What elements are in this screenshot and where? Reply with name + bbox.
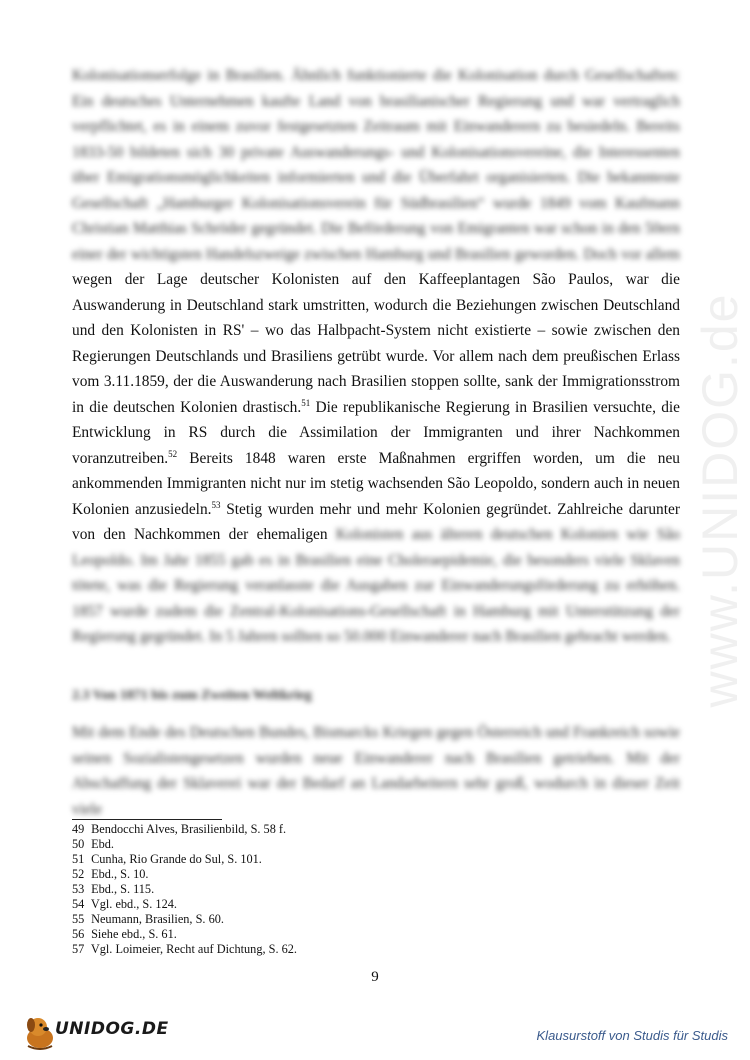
visible-text: Stetig wurden mehr und mehr Kolonien gegründet. Zahlreiche darunter von den Nachkommen der ehemaligen bbox=[72, 500, 680, 543]
footnote: 56 Siehe ebd., S. 61. bbox=[72, 927, 177, 941]
footnote: 52 Ebd., S. 10. bbox=[72, 867, 149, 881]
footnote-ref-53: 53 bbox=[211, 499, 221, 510]
visible-text: Die republikanische Regierung in Brasilien versuchte, die Entwicklung in RS durch die Assimilation der Immigranten und ihrer Nachkommen voranzutreiben. bbox=[72, 398, 680, 467]
footnote: 49 Bendocchi Alves, Brasilienbild, S. 58 f. bbox=[72, 822, 287, 836]
visible-text: wegen der Lage deutscher Kolonisten auf den Kaffeeplantagen São Paulos, war die Auswanderung in Deutschland stark umstritten, wodurch die Beziehungen zwischen Deutschland und den Kolonisten in RS' – wo das Halbpacht-System nicht existierte – sowie zwischen den Regierungen Deutschlands und Brasiliens getrübt wurde. Vor allem nach dem preußischen Erlass vom 3.11.1859, der die Auswanderung nach Brasilien stoppen sollte, sank der Immigrationsstrom in die deutschen Kolonien drastisch. bbox=[72, 271, 680, 416]
footnote-separator bbox=[72, 819, 222, 820]
blurred-text-bottom: Kolonisten aus älteren deutschen Kolonien wie São Leopoldo. Im Jahr 1855 gab es in Brasilien eine Choleraepidemie, die besonders viele Sklaven tötete, was die Regierung veranlasste die Ausgaben zur Einwanderungsförderung zu erhöhen. 1857 wurde zudem die Zentral-Kolonisations-Gesellschaft in Hamburg mit Unterstützung der Regierung gegründet. In 5 Jahren sollten so 50.000 Einwanderer nach Brasilien gebracht werden. bbox=[72, 526, 680, 645]
body-paragraph bbox=[72, 63, 680, 650]
page-number: 9 bbox=[371, 969, 379, 985]
footnote: 53 Ebd., S. 115. bbox=[72, 882, 155, 896]
footer-slogan: Klausurstoff von Studis für Studis bbox=[536, 1028, 728, 1043]
blurred-text-top: Kolonisationserfolge in Brasilien. Ähnlich funktionierte die Kolonisation durch Gesellschaften: Ein deutsches Unternehmen kaufte Land von brasilianischer Regierung und war vertraglich verpflichtet, es in einem zuvor festgesetzten Zeitraum mit Einwanderern zu besiedeln. Bereits 1833-50 bildeten sich 30 private Auswanderungs- und Kolonisationsvereine, die Interessenten über Emigrationsmöglichkeiten informierten und die Überfahrt organisierten. Die bekannteste Gesellschaft „Hamburger Kolonisationsverein für Südbrasilien“ wurde 1849 vom Kaufmann Christian Matthias Schröder gegründet. Die Beförderung von Emigranten war schon in den 50ern einer der wichtigsten Handelszweige zwischen Hamburg und Brasilien geworden. Doch vor allem bbox=[72, 67, 680, 263]
footnote: 57 Vgl. Loimeier, Recht auf Dichtung, S. 62. bbox=[72, 942, 297, 956]
footnotes bbox=[72, 822, 297, 957]
section-paragraph: Mit dem Ende des Deutschen Bundes, Bismarcks Kriegen gegen Österreich und Frankreich sowie seinen Sozialistengesetzen wurden neue Einwanderer nach Brasilien getrieben. Mit der Abschaffung der Sklaverei war der Bedarf an Landarbeitern sehr groß, wodurch in dieser Zeit viele bbox=[72, 724, 680, 818]
footnote-ref-51: 51 bbox=[301, 397, 311, 408]
section-heading: 2.3 Von 1871 bis zum Zweiten Weltkrieg bbox=[72, 688, 312, 703]
logo-text: UNIDOG.DE bbox=[55, 1019, 169, 1039]
footnote: 55 Neumann, Brasilien, S. 60. bbox=[72, 912, 224, 926]
visible-text: Bereits 1848 waren erste Maßnahmen ergriffen worden, um die neu ankommenden Immigranten nicht nur im stetig wachsenden São Leopoldo, sondern auch in neuen Kolonien anzusiedeln. bbox=[72, 449, 680, 518]
footnote: 50 Ebd. bbox=[72, 837, 114, 851]
footnote-ref-52: 52 bbox=[168, 448, 178, 459]
footnote: 51 Cunha, Rio Grande do Sul, S. 101. bbox=[72, 852, 262, 866]
watermark: www.UNIDOG.de bbox=[692, 292, 748, 708]
footnote: 54 Vgl. ebd., S. 124. bbox=[72, 897, 177, 911]
